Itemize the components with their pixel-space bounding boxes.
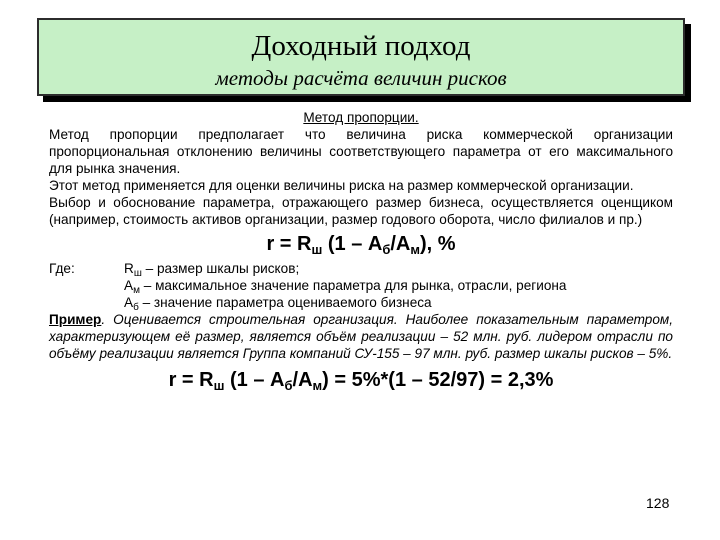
formula-main bbox=[49, 232, 673, 256]
definition-text: – размер шкалы рисков; bbox=[141, 261, 300, 276]
formula-subscript: м bbox=[312, 378, 323, 393]
formula-subscript: б bbox=[382, 242, 391, 257]
definition-text: – максимальное значение параметра для рынка, отрасли, региона bbox=[139, 278, 567, 293]
page-number: 128 bbox=[646, 495, 670, 511]
formula-calculation bbox=[49, 368, 673, 392]
definition-text: – значение параметра оцениваемого бизнеса bbox=[138, 295, 432, 310]
definition-item bbox=[124, 260, 566, 277]
slide-content bbox=[49, 109, 673, 392]
page-title: Доходный подход bbox=[251, 30, 471, 62]
definition-symbol: A bbox=[124, 278, 134, 293]
paragraph-3: Выбор и обоснование параметра, отражающего размер бизнеса, осуществляется оценщиком (например, стоимость активов организации, размер годового оборота, число филиалов и пр.) bbox=[49, 195, 673, 227]
example-paragraph bbox=[49, 311, 673, 362]
formula-part: /A bbox=[390, 233, 411, 255]
formula-subscript: б bbox=[284, 378, 293, 393]
formula-part: r = R bbox=[168, 369, 214, 391]
formula-part: /A bbox=[292, 369, 313, 391]
method-title: Метод пропорции. bbox=[303, 110, 419, 125]
page-subtitle: методы расчёта величин рисков bbox=[215, 66, 507, 90]
formula-part: ) = 5%*(1 – 52/97) = 2,3% bbox=[322, 369, 554, 391]
definition-item bbox=[124, 277, 566, 294]
formula-part: r = R bbox=[266, 233, 312, 255]
definitions-label: Где: bbox=[49, 261, 75, 276]
definitions bbox=[49, 260, 673, 311]
definitions-list bbox=[124, 260, 566, 311]
example-label: Пример bbox=[49, 312, 102, 327]
definition-symbol: A bbox=[124, 295, 134, 310]
definition-subscript: б bbox=[133, 302, 139, 313]
formula-subscript: ш bbox=[213, 378, 225, 393]
formula-subscript: м bbox=[410, 242, 420, 257]
formula-subscript: ш bbox=[311, 242, 323, 257]
title-banner bbox=[37, 18, 685, 96]
example-text: . Оценивается строительная организация. Наиболее показательным параметром, характеризующем её размер, является объём реализации – 52 млн. руб. лидером отрасли по объёму реализации является Группа компаний СУ-155 – 97 млн. руб. размер шкалы рисков – 5%. bbox=[49, 312, 673, 361]
formula-part: ), % bbox=[420, 233, 456, 255]
definition-symbol: R bbox=[124, 261, 134, 276]
paragraph-2: Этот метод применяется для оценки величины риска на размер коммерческой организации. bbox=[49, 178, 634, 193]
paragraph-1: Метод пропорции предполагает что величина риска коммерческой организации пропорциональная отклонению величины соответствующего параметра от его максимального для рынка значения. bbox=[49, 127, 673, 176]
definition-subscript: ш bbox=[133, 268, 142, 279]
definition-subscript: м bbox=[133, 285, 140, 296]
definition-item bbox=[124, 294, 566, 311]
formula-part: (1 – A bbox=[224, 369, 285, 391]
formula-part: (1 – A bbox=[322, 233, 383, 255]
